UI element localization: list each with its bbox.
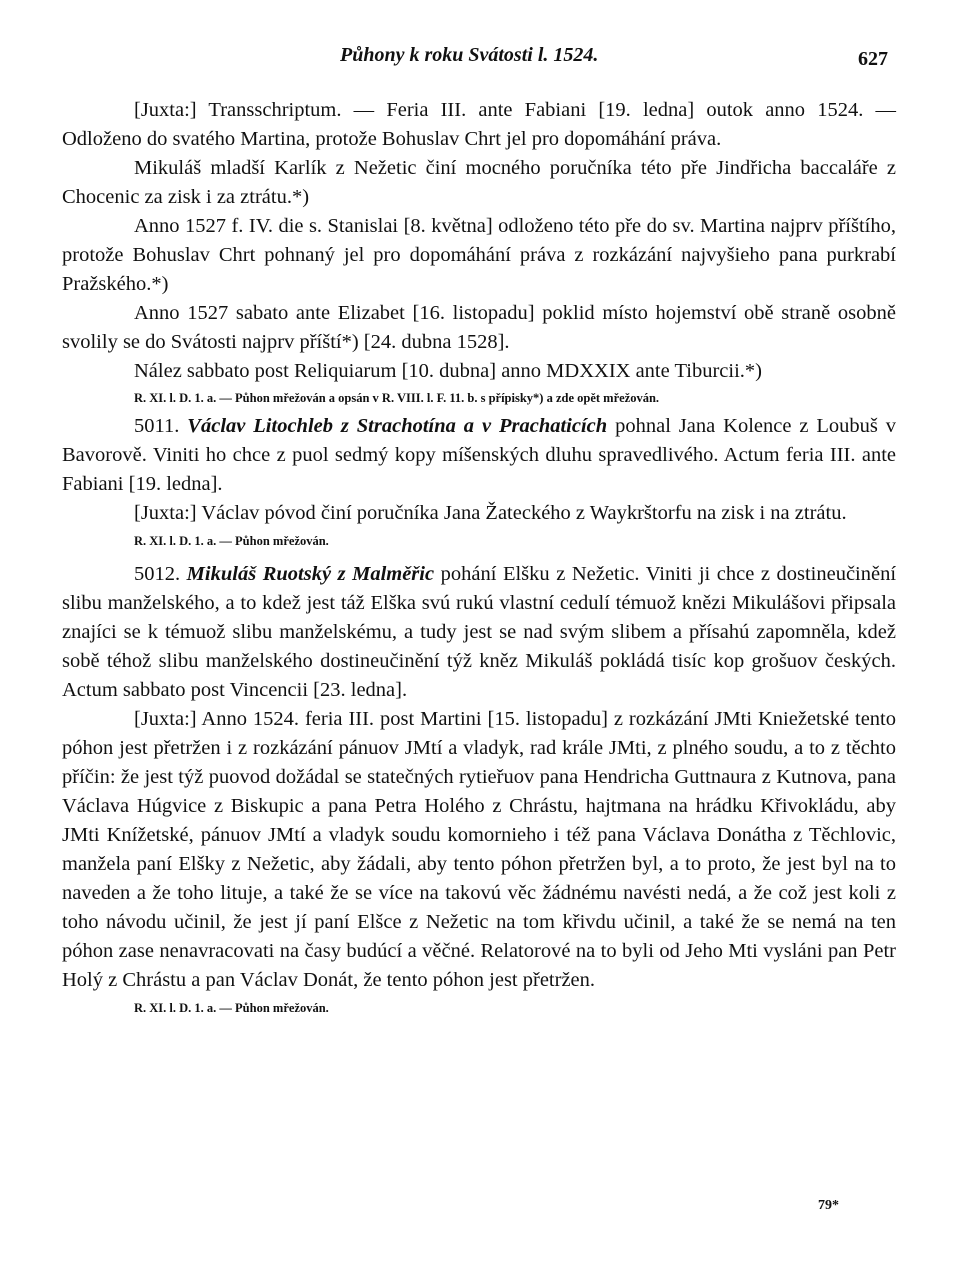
running-header-title: Půhony k roku Svátosti l. 1524. xyxy=(340,44,599,66)
paragraph: Nález sabbato post Reliquiarum [10. dubna] anno MDXXIX ante Tiburcii.*) xyxy=(134,360,762,382)
signature-mark: 79* xyxy=(818,1198,839,1213)
source-reference: R. XI. l. D. 1. a. — Půhon mřežován a opsán v R. VIII. l. F. 11. b. s přípisky*) a zde opět mřežován. xyxy=(134,391,660,405)
juxta-note: [Juxta:] Václav póvod činí poručníka Jana Žateckého z Waykrštorfu na zisk i na ztrátu. xyxy=(134,502,847,524)
paragraph: Mikuláš mladší Karlík z Nežetic činí mocného poručníka této pře Jindřicha baccaláře z Chocenic za zisk i za ztrátu.*) xyxy=(62,157,896,208)
entry-text: pohání Elšku z Nežetic. Viniti ji chce z dostineučinění slibu manželského, a to kdež jest táž Elška svú rukú vlastní cedulí témuož knězi Mikulášovi připsala znajíci se k témuož slibu manželskému, a tudy jest se nad svým slibem a přísahú zapomněla, kdež sobě téhož slibu manželského dostineučinění týž kněz Mikuláš pokládá tisíc kop grošuov českých. Actum sabbato post Vincencii [23. ledna]. xyxy=(62,563,897,701)
page-number: 627 xyxy=(858,48,888,70)
entry-number: 5012. xyxy=(134,563,181,585)
entry-text: pohnal Jana Kolence z Loubuš v Bavorově. Viniti ho chce z puol sedmý kopy míšenských dluhu spravedlivého. Actum feria III. ante Fabiani [19. ledna]. xyxy=(62,415,897,495)
entry-5011 xyxy=(62,412,896,499)
paragraph: Anno 1527 f. IV. die s. Stanislai [8. května] odloženo této pře do sv. Martina najprv příštího, protože Bohuslav Chrt pohnaný jel pro dopomáhání práva z rozkázání najvyšieho pana purkrabí Pražského.*) xyxy=(62,215,896,295)
entry-5012 xyxy=(62,560,896,705)
paragraph: Anno 1527 sabato ante Elizabet [16. listopadu] poklid místo hojemství obě straně osobně svolily se do Svátosti najprv příští*) [24. dubna 1528]. xyxy=(62,302,896,353)
source-reference: R. XI. l. D. 1. a. — Půhon mřežován. xyxy=(134,534,329,548)
page-body xyxy=(62,96,896,1027)
plaintiff-name: Václav Litochleb z Strachotína a v Prachaticích xyxy=(187,415,608,437)
entry-number: 5011. xyxy=(134,415,180,437)
plaintiff-name: Mikuláš Ruotský z Malměřic xyxy=(186,563,435,585)
source-reference: R. XI. l. D. 1. a. — Půhon mřežován. xyxy=(134,1001,329,1015)
paragraph: [Juxta:] Transschriptum. — Feria III. ante Fabiani [19. ledna] outok anno 1524. — Odloženo do svatého Martina, protože Bohuslav Chrt jel pro dopomáhání práva. xyxy=(62,99,896,150)
juxta-note: [Juxta:] Anno 1524. feria III. post Martini [15. listopadu] z rozkázání JMti Kniežetské tento póhon jest přetržen i z rozkázání pánuov JMtí a vladyk, rad krále JMti, z plného soudu, a to z těchto příčin: že jest týž puovod dožádal se statečných rytieřuov pana Hendricha Guttnaura z Kutnova, pana Václava Húgvice z Biskupic a pana Petra Holého z Chrástu, hajtmana na hrádku Křivokládu, aby JMti Knížetské, pánuov JMtí a vladyk soudu komornieho i též pana Václava Donátha z Těchlovic, manžela paní Elšky z Nežetic, aby žádali, aby tento póhon přetržen byl, a to proto, že jest byl na to naveden a že toho lituje, a také že se více na takovú věc žádnému navésti nedá, a že což jest koli z toho návodu učinil, že jest jí paní Elšce z Nežetic na tom křivdu učinil, a také že se nemá na ten póhon zase nenavracovati na časy budúcí a věčné. Relatorové na to byli od Jeho Mti vysláni pan Petr Holý z Chrástu a pan Václav Donát, že tento póhon jest přetržen. xyxy=(62,708,896,991)
